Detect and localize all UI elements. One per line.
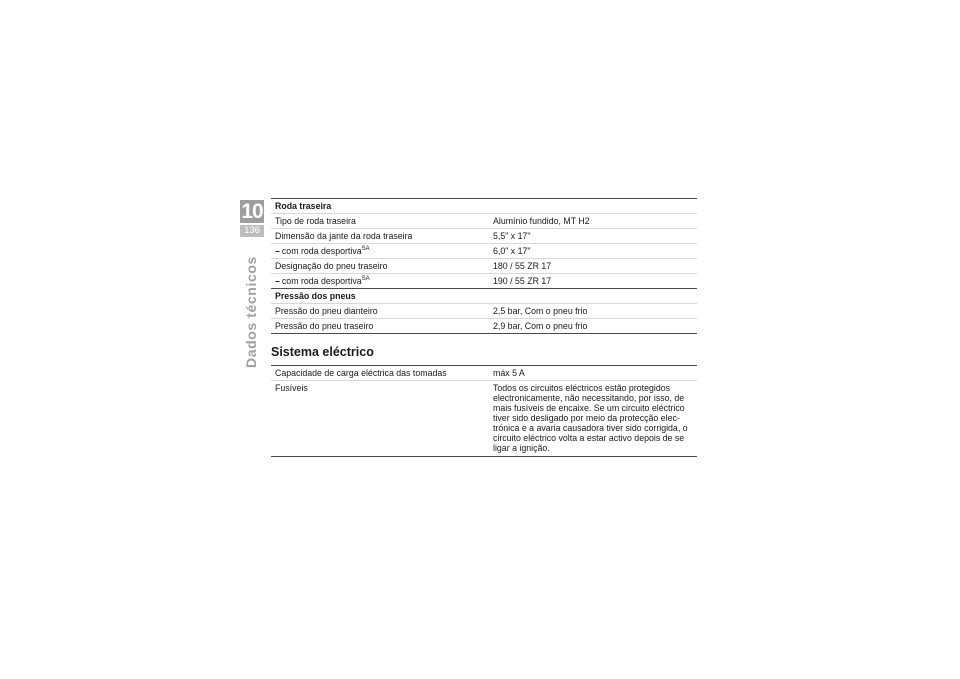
- row-label: Capacidade de carga eléctrica das tomadas: [275, 368, 447, 378]
- table-row: [271, 366, 697, 381]
- chapter-number: 10: [241, 200, 263, 223]
- table-row: [271, 304, 697, 319]
- rear-wheel-table: [271, 198, 697, 288]
- table-row: [271, 319, 697, 333]
- table-row: [271, 214, 697, 229]
- page-number: 136: [240, 225, 264, 237]
- description-line: circuito eléctrico volta a estar activo depois de se: [493, 433, 685, 443]
- description-line: ligar a ignição.: [493, 443, 550, 453]
- table-row: [271, 381, 697, 456]
- row-label: Dimensão da jante da roda traseira: [275, 231, 413, 241]
- row-label: Pressão do pneu traseiro: [275, 321, 374, 331]
- table-row: [271, 244, 697, 259]
- dash-bullet: –: [275, 246, 280, 256]
- description-line: Todos os circuitos eléctricos estão protegidos: [493, 383, 671, 393]
- row-label: [271, 274, 489, 288]
- dash-bullet: –: [275, 276, 280, 286]
- row-label: Pressão do pneu dianteiro: [275, 306, 378, 316]
- special-accessory-marker: SA: [361, 276, 370, 282]
- electrical-table: [271, 365, 697, 457]
- row-label: Tipo de roda traseira: [275, 216, 356, 226]
- row-value: 5,5" x 17": [493, 231, 531, 241]
- row-value: 6,0" x 17": [493, 246, 531, 256]
- electrical-section-title: Sistema eléctrico: [271, 345, 374, 359]
- description-line: tiver sido desligado por meio da protecção elec-: [493, 413, 680, 423]
- rear-wheel-heading: Roda traseira: [275, 201, 332, 211]
- tire-pressure-table: [271, 288, 697, 334]
- fuses-description: [489, 381, 697, 456]
- row-value: 190 / 55 ZR 17: [493, 276, 552, 286]
- table-row: [271, 259, 697, 274]
- table-heading-row: [271, 289, 697, 304]
- special-accessory-marker: SA: [361, 246, 370, 252]
- row-label-text: com roda desportiva: [281, 276, 362, 286]
- row-value: 2,9 bar, Com o pneu frio: [493, 321, 588, 331]
- row-value: máx 5 A: [493, 368, 525, 378]
- spec-content: [271, 198, 697, 457]
- description-line: electronicamente, não necessitando, por isso, de: [493, 393, 685, 403]
- row-label: [271, 244, 489, 258]
- tire-pressure-heading: Pressão dos pneus: [275, 291, 356, 301]
- chapter-side-title: Dados técnicos: [243, 256, 259, 368]
- chapter-tab: [240, 200, 264, 240]
- row-value: 2,5 bar, Com o pneu frio: [493, 306, 588, 316]
- row-value: 180 / 55 ZR 17: [493, 261, 552, 271]
- row-value: Alumínio fundido, MT H2: [493, 216, 590, 226]
- row-label: Fusíveis: [275, 383, 308, 393]
- table-row: [271, 274, 697, 288]
- row-label-text: com roda desportiva: [281, 246, 362, 256]
- description-line: mais fusíveis de encaixe. Se um circuito eléctrico: [493, 403, 685, 413]
- table-row: [271, 229, 697, 244]
- table-heading-row: [271, 199, 697, 214]
- description-line: trónica e a avaria causadora tiver sido corrigida, o: [493, 423, 688, 433]
- row-label: Designação do pneu traseiro: [275, 261, 388, 271]
